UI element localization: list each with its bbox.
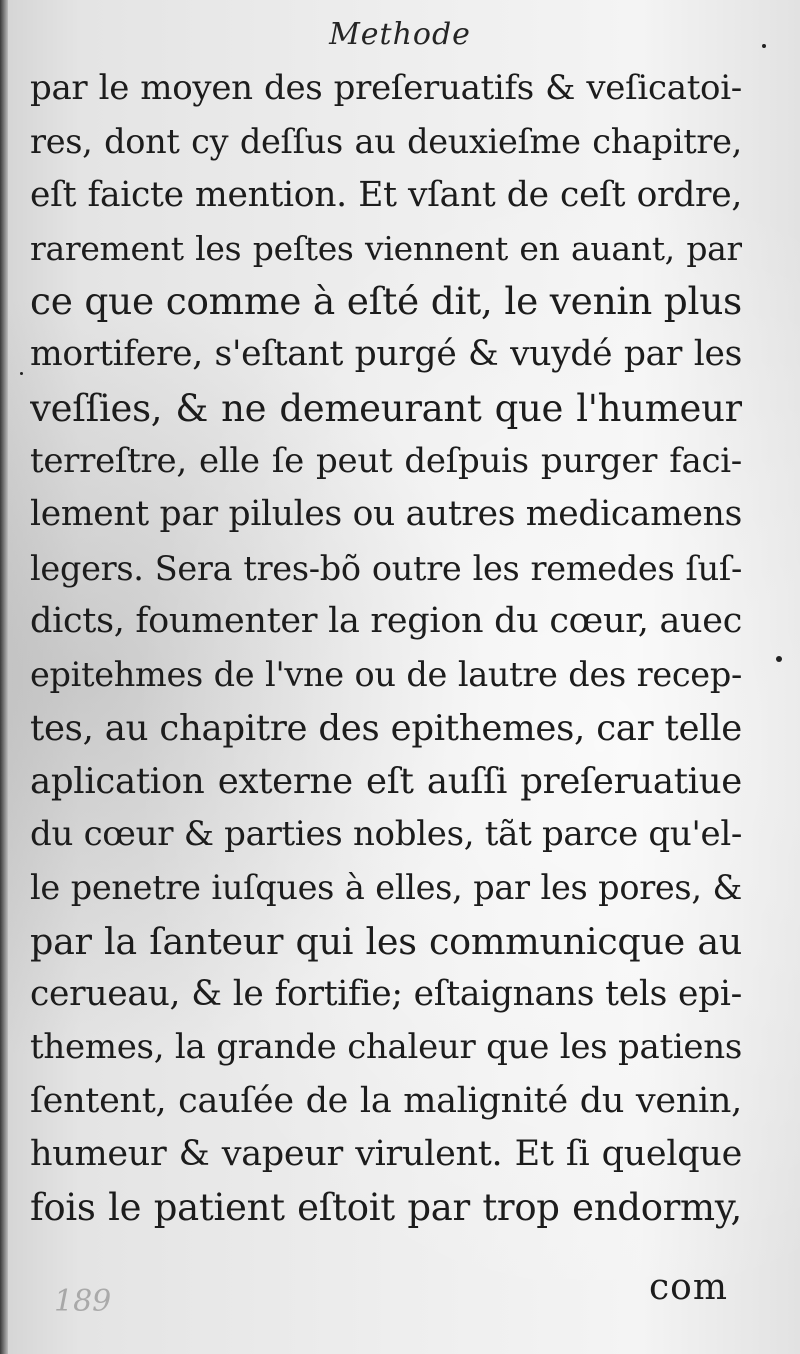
text-line: rarement les peſtes viennent en auant, par (30, 228, 742, 268)
ink-speck (776, 656, 782, 662)
text-line: par la ſanteur qui les communicque au (30, 919, 742, 963)
text-line: legers. Sera tres-bõ outre les remedes ſuſ- (30, 548, 742, 588)
text-line: eſt faicte mention. Et vſant de ceſt ordre, (30, 174, 742, 215)
text-line: dicts, foumenter la region du cœur, auec (30, 600, 742, 641)
ink-speck (762, 44, 766, 48)
text-line: humeur & vapeur virulent. Et ſi quelque (30, 1133, 742, 1174)
text-line: veſſies, & ne demeurant que l'humeur (30, 386, 742, 430)
text-line: lement par pilules ou autres medicamens (30, 494, 742, 535)
text-line: aplication externe eſt auſſi preſeruatiue (30, 760, 742, 802)
page-number-show-through: 189 (54, 1284, 112, 1319)
text-line: par le moyen des preſeruatifs & veſicatoi- (30, 68, 742, 108)
text-line: themes, la grande chaleur que les patiens (30, 1027, 742, 1068)
body-text (30, 62, 742, 1235)
running-head: Methode (329, 17, 471, 52)
text-line: terreſtre, elle ſe peut deſpuis purger faci- (30, 441, 742, 482)
text-line: du cœur & parties nobles, tãt parce qu'el- (30, 814, 742, 855)
text-line: ſentent, cauſée de la malignité du venin, (30, 1080, 742, 1121)
page-gutter-edge (0, 0, 8, 1354)
text-line: ce que comme à eſté dit, le venin plus (30, 279, 742, 324)
text-line: fois le patient eſtoit par trop endormy, (30, 1186, 742, 1230)
text-line: epitehmes de l'vne ou de lautre des recep- (30, 655, 742, 695)
text-line: res, dont cy deſſus au deuxieſme chapitre, (30, 122, 742, 162)
text-line: cerueau, & le fortifie; eſtaignans tels epi- (30, 974, 742, 1015)
text-line: tes, au chapitre des epithemes, car telle (30, 707, 742, 749)
catchword: com (649, 1267, 728, 1308)
text-line: mortifere, s'eſtant purgé & vuydé par les (30, 334, 742, 375)
ink-speck (20, 372, 23, 375)
text-line: le penetre iuſques à elles, par les pores, & (30, 868, 742, 908)
